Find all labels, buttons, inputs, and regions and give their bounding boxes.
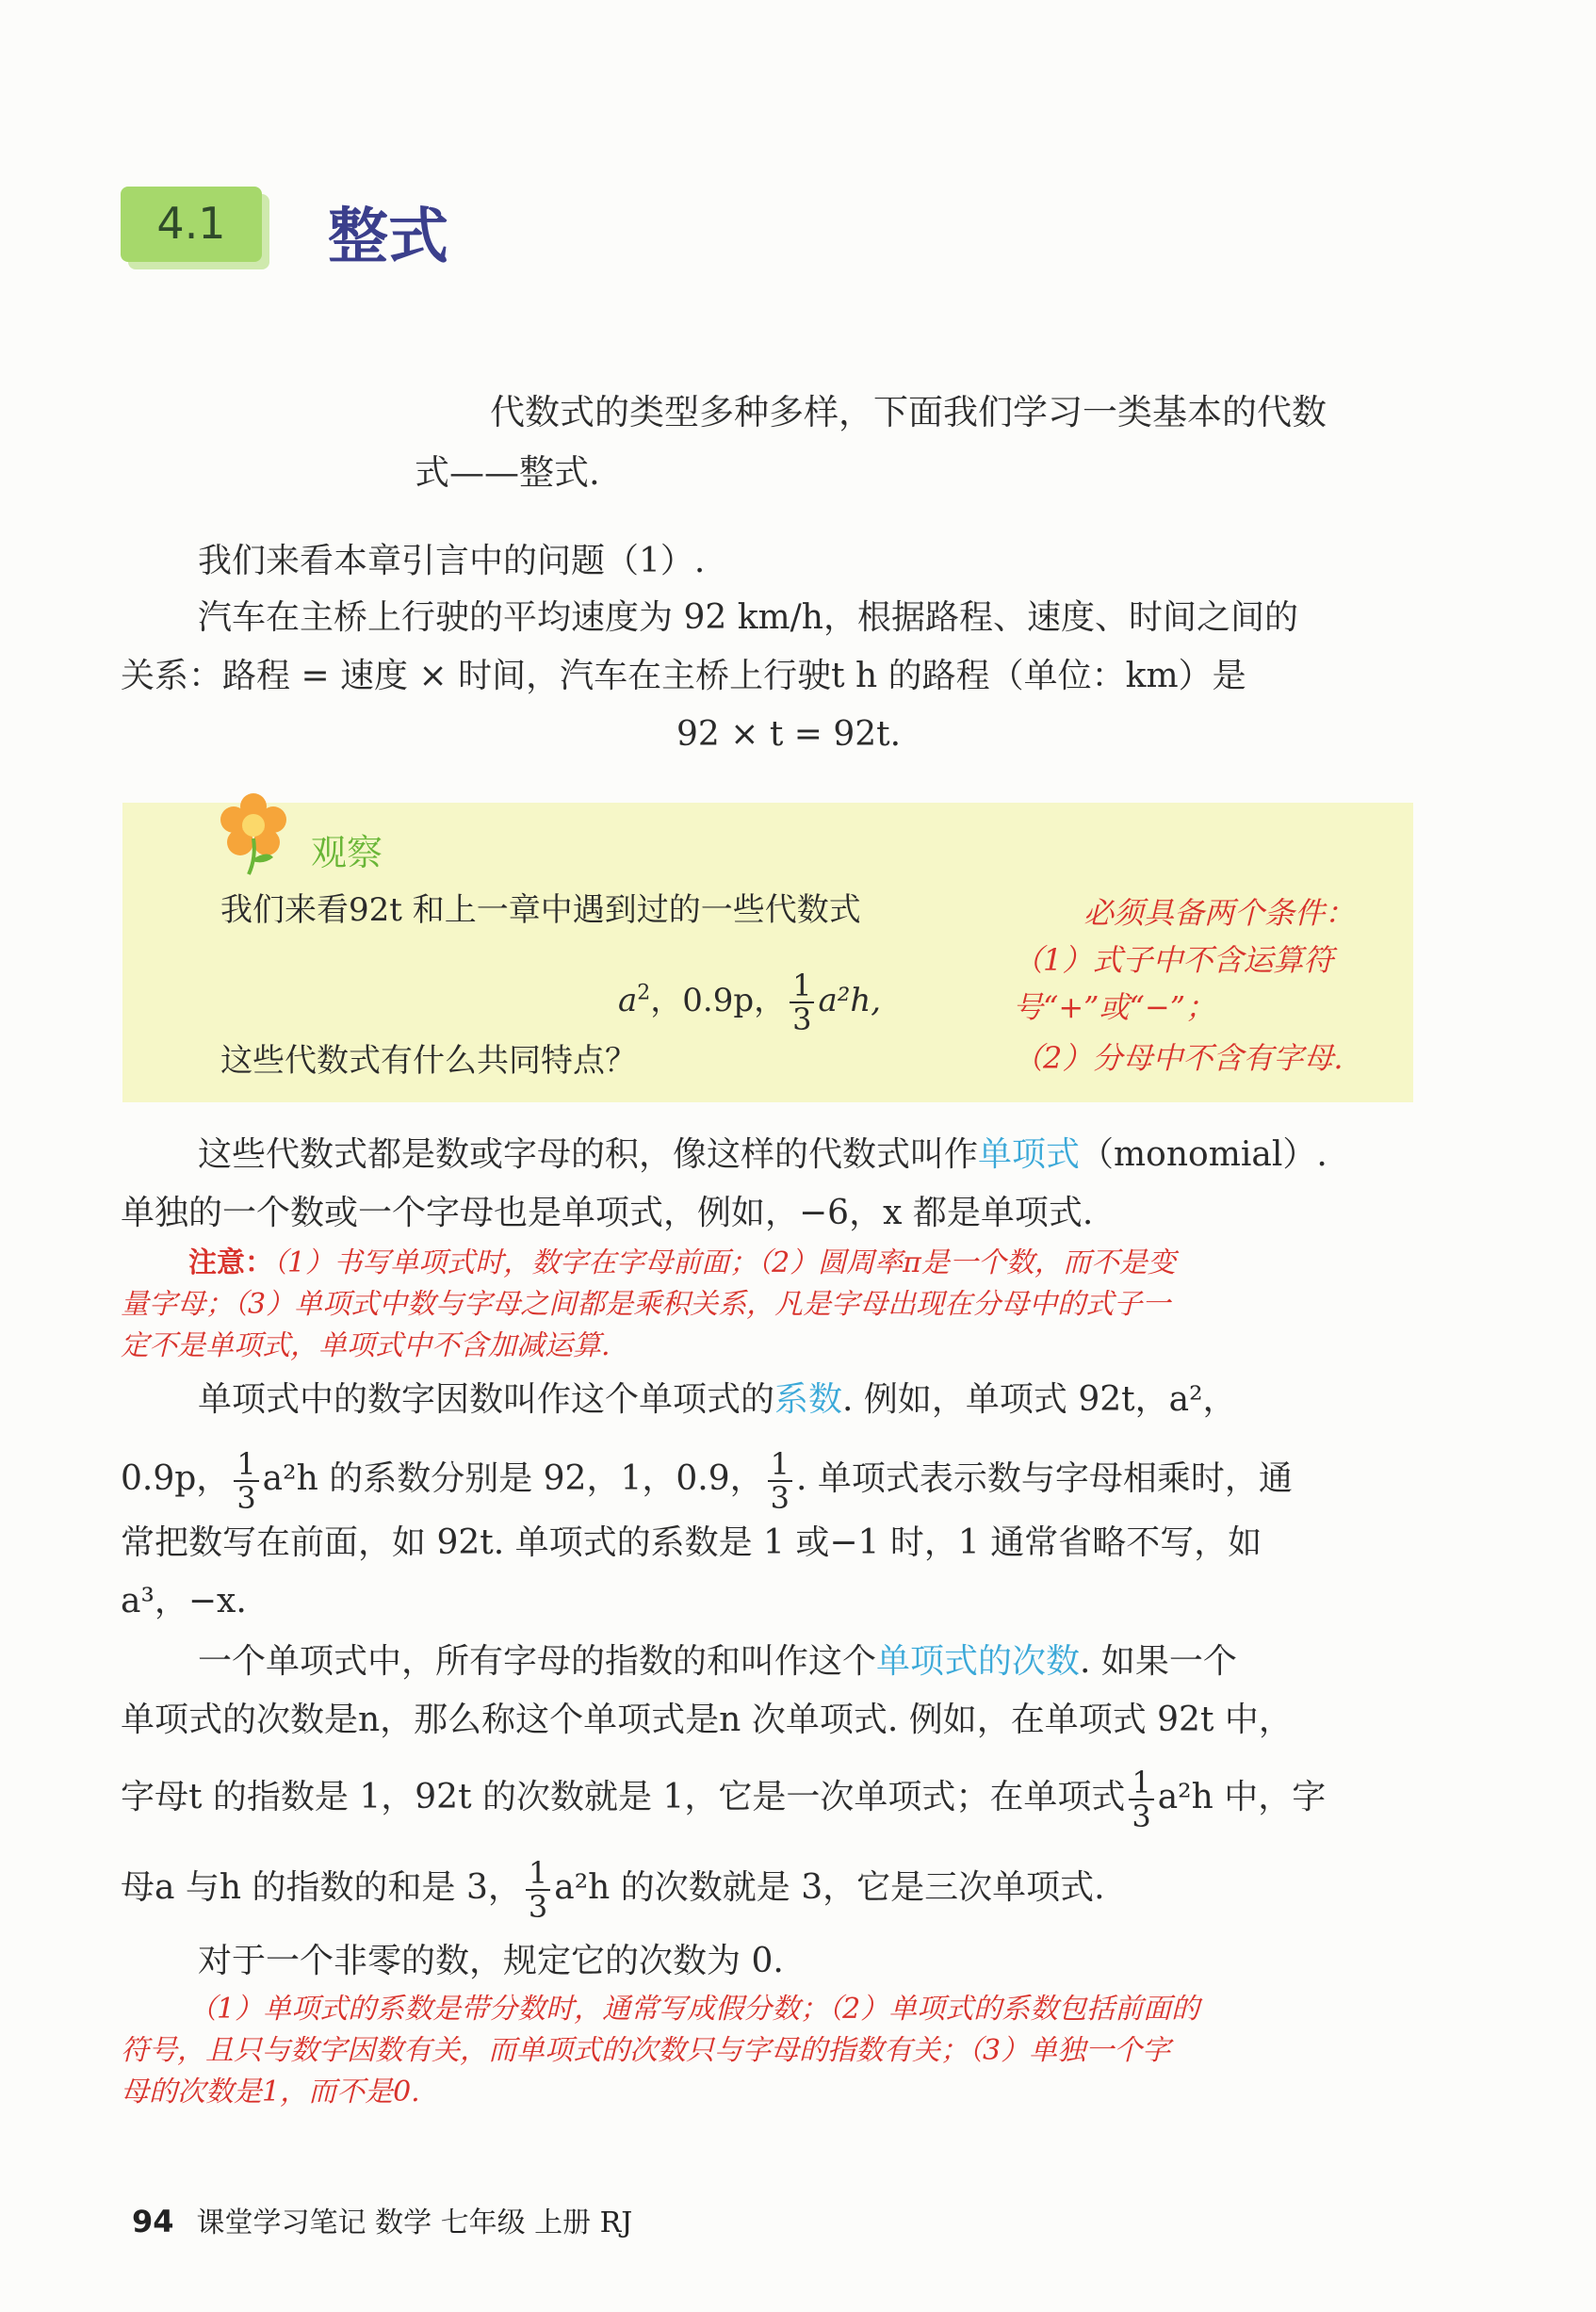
term-degree: 单项式的次数 xyxy=(876,1642,1081,1681)
side-note-2: （1）式子中不含运算符 xyxy=(1013,942,1334,978)
expr-mid: ，0.9p， xyxy=(650,982,787,1019)
page-footer xyxy=(132,2199,632,2240)
fraction-one-third: $\frac{1}{3}$ xyxy=(1129,1767,1153,1832)
intro-line-2: 式——整式. xyxy=(415,452,600,493)
observe-expressions: $a^2$，0.9p， $\frac{1}{3}$ a²h, xyxy=(618,968,882,1037)
note2-line-2: 符号，且只与数字因数有关，而单项式的次数只与字母的指数有关；（3）单独一个字 xyxy=(121,2034,1171,2067)
para1-line-1: 我们来看本章引言中的问题（1）. xyxy=(198,542,706,580)
flower-icon xyxy=(215,790,292,876)
fraction-one-third: $\frac{1}{3}$ xyxy=(790,969,814,1035)
note1-line-3: 定不是单项式，单项式中不含加减运算. xyxy=(121,1329,611,1362)
term-coefficient: 系数 xyxy=(774,1380,843,1419)
side-note-3: 号“+”或“−”； xyxy=(1013,989,1216,1025)
expr-tail: a²h, xyxy=(818,982,882,1019)
coef-line-3: 常把数写在前面，如 92t. 单项式的系数是 1 或−1 时，1 通常省略不写，如 xyxy=(121,1523,1262,1562)
side-note-1: 必须具备两个条件： xyxy=(1083,895,1356,931)
note1-line-2: 量字母；（3）单项式中数与字母之间都是乘积关系，凡是字母出现在分母中的式子一 xyxy=(121,1288,1171,1321)
degree-line-2: 单项式的次数是n，那么称这个单项式是n 次单项式. 例如，在单项式 92t 中， xyxy=(121,1701,1293,1739)
observe-title: 观察 xyxy=(311,832,383,873)
fraction-one-third: $\frac{1}{3}$ xyxy=(526,1857,550,1923)
intro-line-1: 代数式的类型多种多样，下面我们学习一类基本的代数 xyxy=(490,392,1327,432)
coef-line-1: 单项式中的数字因数叫作这个单项式的系数. 例如，单项式 92t，a²， xyxy=(198,1380,1237,1419)
page-number: 94 xyxy=(132,2204,174,2239)
observe-line-3: 这些代数式有什么共同特点？ xyxy=(220,1042,637,1080)
footer-text: 课堂学习笔记 数学 七年级 上册 RJ xyxy=(196,2206,633,2239)
para1-formula: 92 × t = 92t. xyxy=(676,715,902,754)
def-line-1: 这些代数式都是数或字母的积，像这样的代数式叫作单项式（monomial）. xyxy=(198,1135,1327,1174)
note2-line-3: 母的次数是1，而不是0. xyxy=(121,2076,420,2108)
degree-line-4: 母a 与h 的指数的和是 3， $\frac{1}{3}$ a²h 的次数就是 3，它是三次单项式. xyxy=(121,1855,1105,1925)
observe-line-1: 我们来看92t 和上一章中遇到过的一些代数式 xyxy=(220,891,861,929)
fraction-one-third: $\frac{1}{3}$ xyxy=(768,1448,792,1514)
term-monomial: 单项式 xyxy=(978,1135,1081,1174)
section-badge xyxy=(121,187,262,262)
degree-line-5: 对于一个非零的数，规定它的次数为 0. xyxy=(198,1942,784,1980)
para1-line-2: 汽车在主桥上行驶的平均速度为 92 km/h，根据路程、速度、时间之间的 xyxy=(198,598,1298,637)
section-number: 4.1 xyxy=(156,198,226,249)
coef-line-2: 0.9p， $\frac{1}{3}$ a²h 的系数分别是 92，1，0.9， $\frac{1}{3}$ . 单项式表示数与字母相乘时，通 xyxy=(121,1446,1293,1516)
note2-line-1: （1）单项式的系数是带分数时，通常写成假分数；（2）单项式的系数包括前面的 xyxy=(188,1993,1200,2026)
coef-line-4: a³，−x. xyxy=(121,1582,247,1620)
note1-label: 注意： xyxy=(188,1246,273,1279)
para1-line-3: 关系：路程 = 速度 × 时间，汽车在主桥上行驶t h 的路程（单位：km）是 xyxy=(121,657,1246,695)
note1-line-1: 注意：（1）书写单项式时，数字在字母前面；（2）圆周率π是一个数，而不是变 xyxy=(188,1246,1176,1279)
fraction-one-third: $\frac{1}{3}$ xyxy=(234,1448,258,1514)
section-title: 整式 xyxy=(328,203,448,272)
degree-line-1: 一个单项式中，所有字母的指数的和叫作这个单项式的次数. 如果一个 xyxy=(198,1642,1237,1681)
side-note-4: （2）分母中不含有字母. xyxy=(1013,1040,1344,1076)
degree-line-3: 字母t 的指数是 1，92t 的次数就是 1，它是一次单项式；在单项式 $\frac{1}{3}$ a²h 中，字 xyxy=(121,1765,1327,1834)
expr-a: a xyxy=(618,982,638,1019)
def-line-2: 单独的一个数或一个字母也是单项式，例如，−6，x 都是单项式. xyxy=(121,1194,1094,1232)
